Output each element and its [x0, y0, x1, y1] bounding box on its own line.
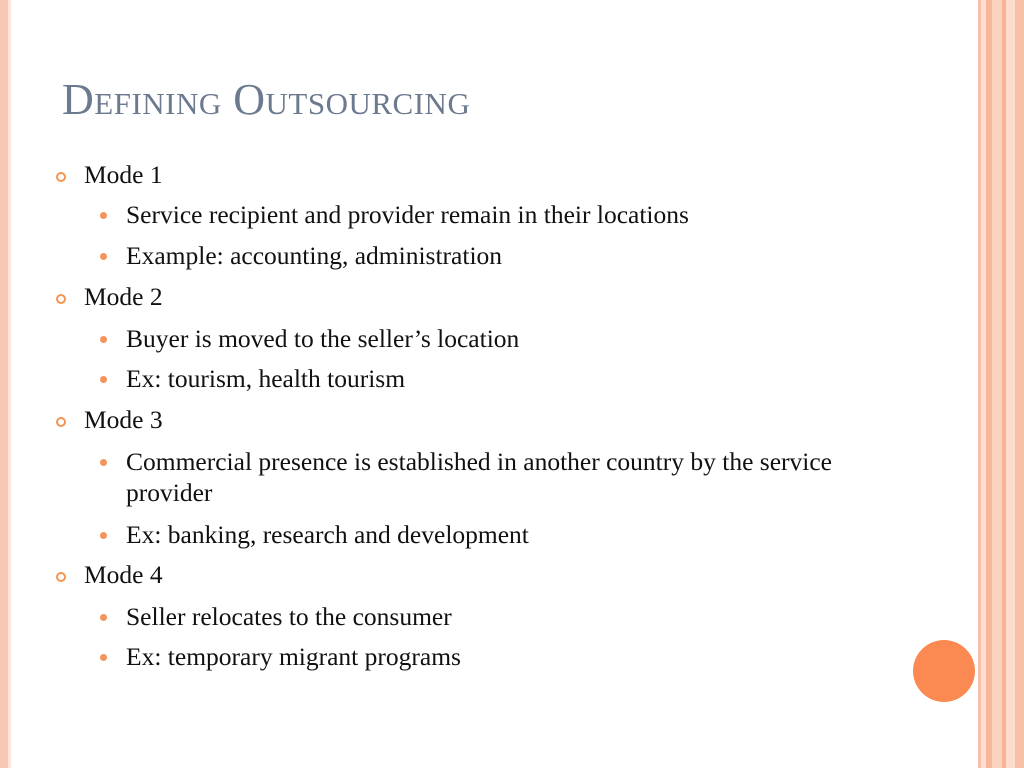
slide-title: Defining Outsourcing — [62, 75, 471, 124]
list-item-text: Ex: tourism, health tourism — [126, 364, 406, 393]
left-border-stripe-inner — [8, 0, 11, 768]
dot-bullet-icon — [100, 253, 107, 260]
list-item — [56, 601, 846, 633]
dot-bullet-icon — [100, 459, 107, 466]
slide-content — [56, 160, 856, 673]
list-item-text: Commercial presence is established in another country by the service provider — [126, 447, 832, 507]
sub-list-3 — [56, 446, 856, 551]
decorative-circle — [913, 640, 975, 702]
list-item — [56, 240, 846, 272]
ring-bullet-icon — [56, 172, 66, 182]
dot-bullet-icon — [100, 376, 107, 383]
dot-bullet-icon — [100, 654, 107, 661]
list-item — [56, 519, 846, 551]
ring-bullet-icon — [56, 572, 66, 582]
list-item — [56, 323, 846, 355]
list-item-text: Ex: temporary migrant programs — [126, 642, 461, 671]
list-item — [56, 363, 846, 395]
mode-group-2 — [56, 282, 856, 395]
mode-label: Mode 1 — [84, 160, 163, 189]
dot-bullet-icon — [100, 336, 107, 343]
list-item-text: Ex: banking, research and development — [126, 520, 529, 549]
ring-bullet-icon — [56, 294, 66, 304]
left-border-stripe — [0, 0, 8, 768]
dot-bullet-icon — [100, 212, 107, 219]
sub-list-4 — [56, 601, 856, 673]
mode-heading-3 — [56, 405, 856, 436]
sub-list-1 — [56, 199, 856, 272]
mode-label: Mode 3 — [84, 405, 163, 434]
sub-list-2 — [56, 323, 856, 395]
right-border-stripe-4 — [992, 0, 1002, 768]
mode-heading-2 — [56, 282, 856, 313]
mode-group-3 — [56, 405, 856, 551]
mode-group-4 — [56, 560, 856, 673]
mode-heading-1 — [56, 160, 856, 191]
list-item-text: Example: accounting, administration — [126, 241, 503, 270]
dot-bullet-icon — [100, 614, 107, 621]
list-item-text: Buyer is moved to the seller’s location — [126, 324, 520, 353]
list-item-text: Service recipient and provider remain in their locations — [126, 200, 689, 229]
dot-bullet-icon — [100, 532, 107, 539]
right-border-stripe-6 — [1006, 0, 1015, 768]
list-item — [56, 199, 846, 231]
list-item-text: Seller relocates to the consumer — [126, 602, 452, 631]
list-item — [56, 641, 846, 673]
mode-label: Mode 4 — [84, 560, 163, 589]
ring-bullet-icon — [56, 417, 66, 427]
mode-group-1 — [56, 160, 856, 272]
mode-heading-4 — [56, 560, 856, 591]
list-item — [56, 446, 846, 509]
right-border-stripe-7 — [1015, 0, 1024, 768]
mode-label: Mode 2 — [84, 282, 163, 311]
